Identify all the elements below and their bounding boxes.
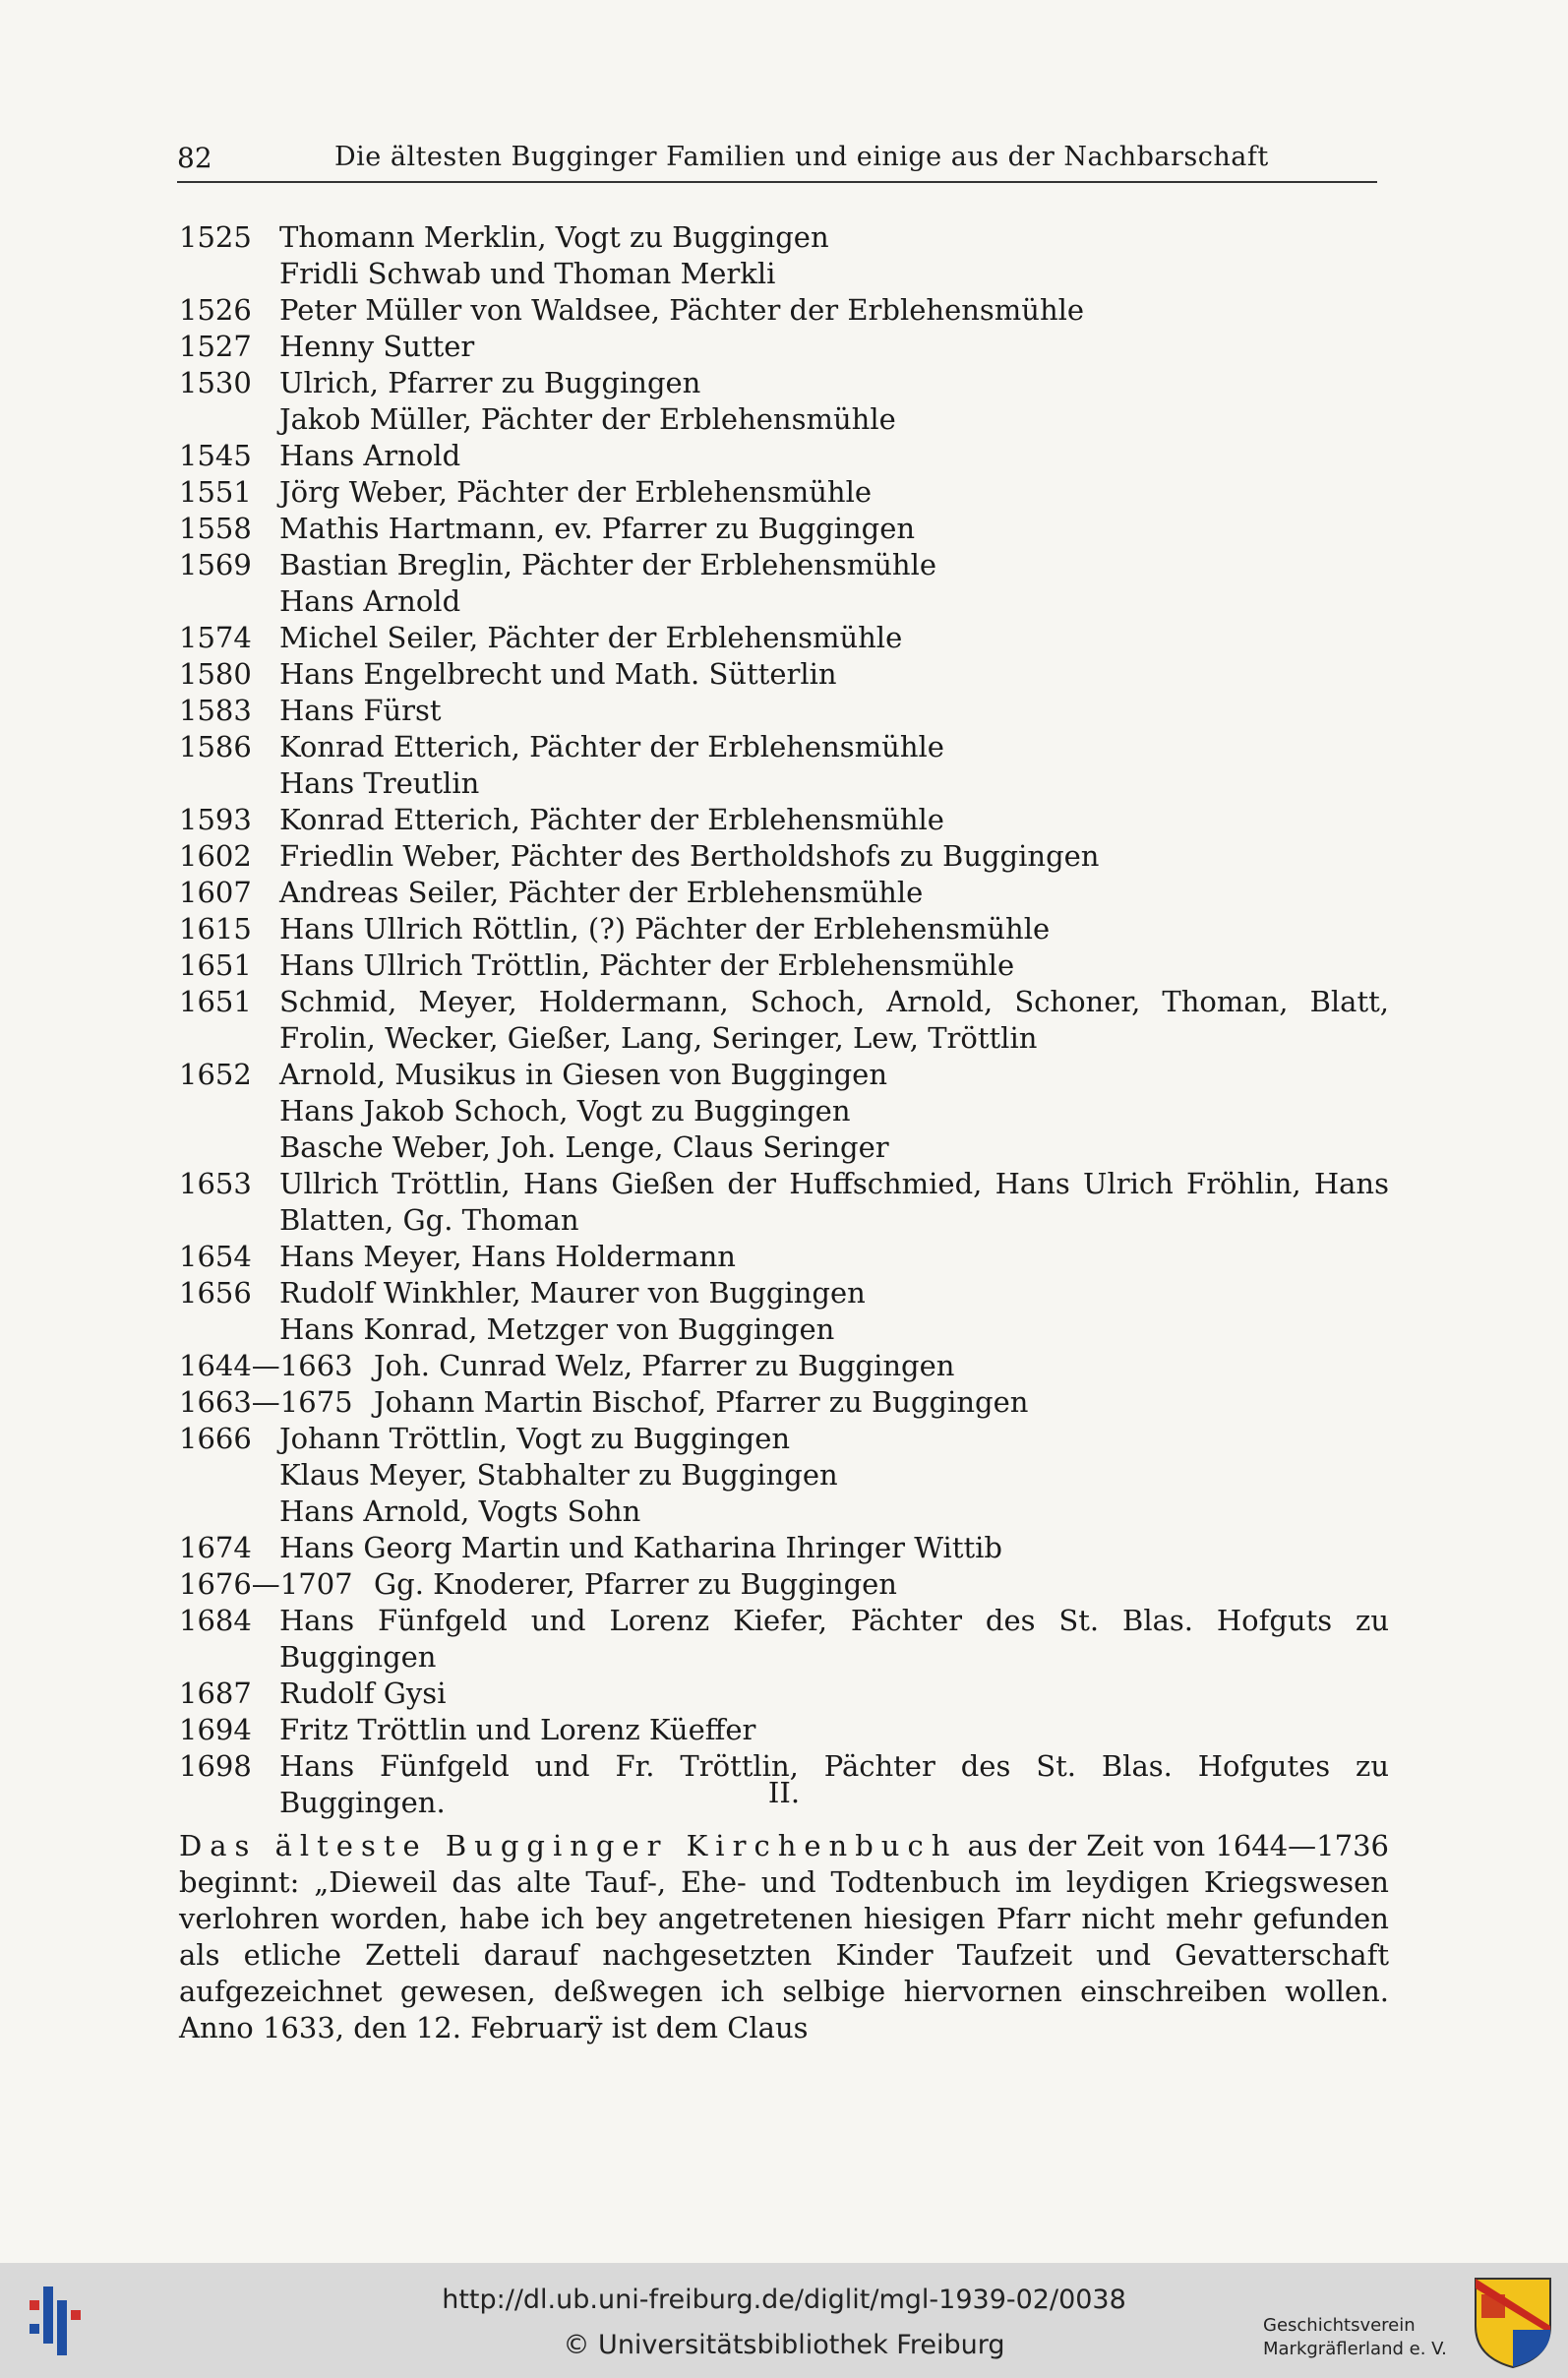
body-paragraph	[179, 1828, 1389, 2046]
entry-row	[179, 474, 1389, 511]
entry-row	[179, 1566, 1389, 1603]
entry-row	[179, 1166, 1389, 1239]
entry-row	[179, 1530, 1389, 1566]
entry-names: Hans Fünfgeld und Fr. Tröttlin, Pächter des St. Blas. Hofgutes zu Buggingen.	[279, 1749, 1389, 1819]
entry-year: 1656	[179, 1276, 252, 1310]
entry-list	[179, 219, 1389, 1821]
entry-year: 1651	[179, 948, 252, 982]
entry-year: 1527	[179, 330, 252, 363]
entry-names: Rudolf Winkhler, Maurer von Buggingen Hans Konrad, Metzger von Buggingen	[279, 1276, 866, 1346]
entry-row	[179, 729, 1389, 802]
entry-names: Andreas Seiler, Pächter der Erblehensmühle	[279, 876, 924, 909]
entry-names: Schmid, Meyer, Holdermann, Schoch, Arnold, Schoner, Thoman, Blatt, Frolin, Wecker, Gießer, Lang, Seringer, Lew, Tröttlin	[279, 985, 1389, 1055]
entry-row	[179, 219, 1389, 292]
entry-names: Hans Engelbrecht und Math. Sütterlin	[279, 657, 837, 691]
entry-year: 1530	[179, 366, 252, 399]
entry-names: Ulrich, Pfarrer zu Buggingen Jakob Müller, Pächter der Erblehensmühle	[279, 366, 896, 436]
entry-row	[179, 1057, 1389, 1166]
paragraph-text: aus der Zeit von 1644—1736 beginnt: „Dieweil das alte Tauf-, Ehe- und Todtenbuch im leydigen Kriegswesen verlohren worden, habe ich bey angetretenen hiesigen Pfarr nicht mehr gefunden als etliche Zetteli darauf nachgesetzten Kinder Taufzeit und Gevatterschaft aufgezeichnet gewesen, deßwegen ich selbige hiervornen einschreiben wollen. Anno 1633, den 12. Februarÿ ist dem Claus	[179, 1829, 1389, 2044]
entry-names: Johann Martin Bischof, Pfarrer zu Buggingen	[374, 1385, 1029, 1419]
entry-names: Gg. Knoderer, Pfarrer zu Buggingen	[374, 1567, 897, 1601]
entry-row	[179, 292, 1389, 329]
entry-row	[179, 1421, 1389, 1530]
entry-row	[179, 984, 1389, 1057]
entry-row	[179, 1239, 1389, 1275]
entry-names: Hans Ullrich Tröttlin, Pächter der Erblehensmühle	[279, 948, 1015, 982]
entry-names: Joh. Cunrad Welz, Pfarrer zu Buggingen	[374, 1349, 955, 1382]
entry-row	[179, 838, 1389, 875]
entry-names: Jörg Weber, Pächter der Erblehensmühle	[279, 475, 873, 509]
entry-year: 1666	[179, 1422, 252, 1455]
entry-year: 1644—1663	[179, 1349, 353, 1382]
entry-names: Ullrich Tröttlin, Hans Gießen der Huffschmied, Hans Ulrich Fröhlin, Hans Blatten, Gg. Thoman	[279, 1167, 1389, 1237]
entry-names: Konrad Etterich, Pächter der Erblehensmühle Hans Treutlin	[279, 730, 944, 800]
entry-year: 1676—1707	[179, 1567, 353, 1601]
entry-row	[179, 1712, 1389, 1748]
entry-row	[179, 693, 1389, 729]
entry-names: Hans Ullrich Röttlin, (?) Pächter der Erblehensmühle	[279, 912, 1051, 945]
society-name	[1263, 2314, 1460, 2361]
entry-names: Hans Fürst	[279, 694, 442, 727]
entry-year: 1586	[179, 730, 252, 763]
entry-row	[179, 511, 1389, 547]
entry-year: 1602	[179, 839, 252, 873]
entry-row	[179, 1603, 1389, 1676]
coat-of-arms-icon	[1472, 2275, 1554, 2369]
society-line-2: Markgräflerland e. V.	[1263, 2339, 1447, 2359]
footer-copyright: © Universitätsbibliothek Freiburg	[563, 2330, 1005, 2360]
page-header	[177, 138, 1377, 183]
entry-year: 1569	[179, 548, 252, 581]
entry-year: 1615	[179, 912, 252, 945]
entry-year: 1698	[179, 1749, 252, 1783]
entry-row	[179, 329, 1389, 365]
entry-year: 1663—1675	[179, 1385, 353, 1419]
entry-row	[179, 547, 1389, 620]
entry-year: 1651	[179, 985, 252, 1018]
entry-row	[179, 802, 1389, 838]
entry-row	[179, 1384, 1389, 1421]
society-line-1: Geschichtsverein	[1263, 2315, 1416, 2336]
entry-names: Hans Meyer, Hans Holdermann	[279, 1240, 736, 1273]
entry-year: 1545	[179, 439, 252, 472]
entry-row	[179, 438, 1389, 474]
entry-year: 1525	[179, 220, 252, 254]
entry-year: 1593	[179, 803, 252, 836]
entry-year: 1558	[179, 512, 252, 545]
entry-names: Konrad Etterich, Pächter der Erblehensmühle	[279, 803, 944, 836]
entry-year: 1607	[179, 876, 252, 909]
entry-row	[179, 620, 1389, 656]
entry-row	[179, 947, 1389, 984]
entry-row	[179, 875, 1389, 911]
entry-row	[179, 1275, 1389, 1348]
entry-year: 1674	[179, 1531, 252, 1564]
page-number: 82	[177, 142, 212, 174]
entry-year: 1526	[179, 293, 252, 327]
entry-row	[179, 656, 1389, 693]
entry-year: 1684	[179, 1604, 252, 1637]
entry-year: 1551	[179, 475, 252, 509]
entry-names: Hans Fünfgeld und Lorenz Kiefer, Pächter des St. Blas. Hofguts zu Buggingen	[279, 1604, 1389, 1674]
entry-names: Hans Arnold	[279, 439, 461, 472]
entry-year: 1694	[179, 1713, 252, 1746]
footer-url-link[interactable]: http://dl.ub.uni-freiburg.de/diglit/mgl-1939-02/0038	[442, 2285, 1126, 2315]
entry-row	[179, 365, 1389, 438]
entry-year: 1653	[179, 1167, 252, 1200]
entry-names: Peter Müller von Waldsee, Pächter der Erblehensmühle	[279, 293, 1085, 327]
entry-names: Thomann Merklin, Vogt zu Buggingen Fridli Schwab und Thoman Merkli	[279, 220, 829, 290]
entry-names: Friedlin Weber, Pächter des Bertholdshofs zu Buggingen	[279, 839, 1100, 873]
entry-year: 1652	[179, 1058, 252, 1091]
entry-names: Mathis Hartmann, ev. Pfarrer zu Buggingen	[279, 512, 916, 545]
entry-names: Arnold, Musikus in Giesen von Buggingen Hans Jakob Schoch, Vogt zu Buggingen Basche Weber, Joh. Lenge, Claus Seringer	[279, 1058, 889, 1164]
entry-year: 1654	[179, 1240, 252, 1273]
entry-names: Fritz Tröttlin und Lorenz Küeffer	[279, 1713, 756, 1746]
entry-year: 1687	[179, 1677, 252, 1710]
entry-names: Bastian Breglin, Pächter der Erblehensmühle Hans Arnold	[279, 548, 937, 618]
entry-row	[179, 1676, 1389, 1712]
spaced-lead: Das älteste Bugginger Kirchenbuch	[179, 1829, 958, 1862]
entry-row	[179, 1348, 1389, 1384]
running-head: Die ältesten Bugginger Familien und einige aus der Nachbarschaft	[334, 142, 1269, 172]
entry-row	[179, 911, 1389, 947]
entry-year: 1583	[179, 694, 252, 727]
entry-names: Rudolf Gysi	[279, 1677, 447, 1710]
entry-names: Johann Tröttlin, Vogt zu Buggingen Klaus Meyer, Stabhalter zu Buggingen Hans Arnold, Vogts Sohn	[279, 1422, 838, 1528]
entry-names: Michel Seiler, Pächter der Erblehensmühle	[279, 621, 903, 654]
section-number: II.	[767, 1776, 801, 1809]
entry-names: Henny Sutter	[279, 330, 475, 363]
entry-year: 1574	[179, 621, 252, 654]
footer-bar	[0, 2263, 1568, 2378]
entry-names: Hans Georg Martin und Katharina Ihringer Wittib	[279, 1531, 1002, 1564]
entry-year: 1580	[179, 657, 252, 691]
